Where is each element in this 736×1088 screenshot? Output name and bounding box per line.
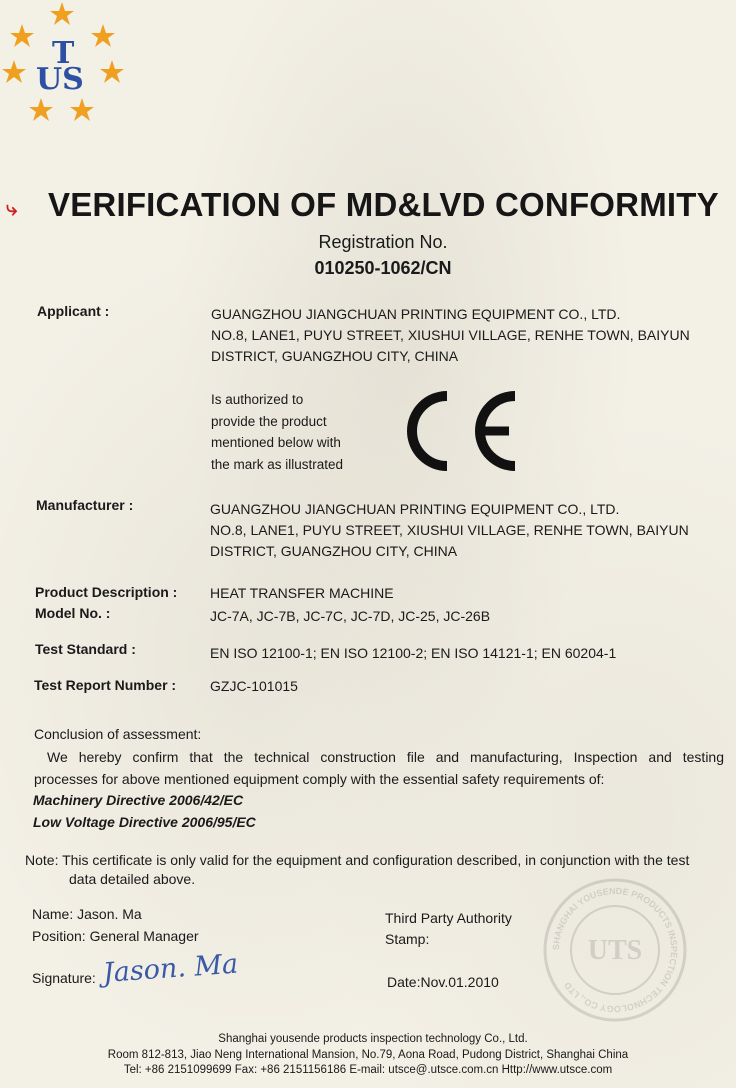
authorization-text (211, 389, 343, 475)
star-icon (100, 60, 124, 83)
applicant-line-2: NO.8, LANE1, PUYU STREET, XIUSHUI VILLAGE, RENHE TOWN, BAIYUN (211, 327, 690, 343)
test-report-label: Test Report Number : (34, 677, 177, 693)
applicant-label: Applicant : (37, 303, 110, 319)
machinery-directive: Machinery Directive 2006/42/EC (33, 792, 244, 808)
model-number-label: Model No. : (35, 605, 111, 621)
star-icon (70, 98, 94, 121)
registration-number: 010250-1062/CN (314, 258, 452, 278)
seal-ring-text: SHANGHAI YOUSENDE PRODUCTS INSPECTION TECHNOLOGY CO., LTD (550, 885, 680, 1015)
star-icon (91, 24, 115, 47)
uts-logo (0, 0, 130, 130)
model-number-value: JC-7A, JC-7B, JC-7C, JC-7D, JC-25, JC-26B (210, 608, 491, 624)
star-icon (10, 24, 34, 47)
test-report-value: GZJC-101015 (210, 678, 298, 694)
star-icon (50, 2, 74, 25)
authorization-line-3: mentioned below with (211, 435, 341, 450)
authorization-line-4: the mark as illustrated (211, 456, 344, 472)
handwritten-signature: Jason. Ma (101, 948, 240, 989)
certificate-title: VERIFICATION OF MD&LVD CONFORMITY (48, 186, 719, 223)
ce-mark-icon (405, 388, 525, 474)
manufacturer-block (210, 499, 689, 562)
authorization-line-1: Is authorized to (211, 392, 304, 407)
logo-letters-us: US (36, 62, 84, 97)
applicant-block (211, 304, 690, 367)
registration-label: Registration No. (318, 232, 448, 252)
manufacturer-line-3: DISTRICT, GUANGZHOU CITY, CHINA (210, 543, 458, 559)
logo-letter-t: T (52, 36, 75, 71)
stamp-label: Stamp: (385, 931, 430, 947)
product-description-label: Product Description : (35, 584, 178, 600)
applicant-line-1: GUANGZHOU JIANGCHUAN PRINTING EQUIPMENT CO., LTD. (211, 306, 621, 322)
star-icon (2, 60, 26, 83)
product-description-value: HEAT TRANSFER MACHINE (210, 585, 394, 601)
conclusion-line-2: processes for above mentioned equipment comply with the essential safety requirements of: (34, 771, 605, 787)
low-voltage-directive: Low Voltage Directive 2006/95/EC (33, 814, 256, 830)
authorization-line-2: provide the product (211, 413, 327, 429)
conclusion-heading: Conclusion of assessment: (34, 726, 202, 742)
seal-center-text: UTS (587, 935, 643, 966)
note-line-2: data detailed above. (69, 871, 196, 887)
footer-address: Room 812-813, Jiao Neng International Mansion, No.79, Aona Road, Pudong District, Shanghai China (107, 1049, 629, 1061)
note-line-1: Note: This certificate is only valid for the equipment and configuration described, in conjunction with the test (25, 852, 690, 868)
footer-contact: Tel: +86 2151099699 Fax: +86 2151156186 E-mail: utsce@.utsce.com.cn Http://www.utsce.com (123, 1064, 613, 1076)
conclusion-line-1: We hereby confirm that the technical construction file and manufacturing, Inspection and testing (47, 749, 724, 765)
manufacturer-label: Manufacturer : (36, 497, 134, 513)
certificate-date: Date:Nov.01.2010 (387, 974, 499, 990)
manufacturer-line-1: GUANGZHOU JIANGCHUAN PRINTING EQUIPMENT CO., LTD. (210, 501, 620, 517)
third-party-authority: Third Party Authority (385, 910, 512, 926)
signature-label: Signature: (32, 970, 96, 986)
red-tick-icon: ⤷ (6, 198, 18, 220)
test-standard-value: EN ISO 12100-1; EN ISO 12100-2; EN ISO 14121-1; EN 60204-1 (210, 645, 617, 661)
footer-company: Shanghai yousende products inspection technology Co., Ltd. (218, 1033, 528, 1045)
star-icon (29, 98, 53, 121)
applicant-line-3: DISTRICT, GUANGZHOU CITY, CHINA (211, 348, 459, 364)
manufacturer-line-2: NO.8, LANE1, PUYU STREET, XIUSHUI VILLAGE, RENHE TOWN, BAIYUN (210, 522, 689, 538)
test-standard-label: Test Standard : (35, 641, 136, 657)
company-seal (540, 875, 690, 1025)
signatory-position: Position: General Manager (32, 928, 199, 944)
signatory-name: Name: Jason. Ma (32, 906, 142, 922)
